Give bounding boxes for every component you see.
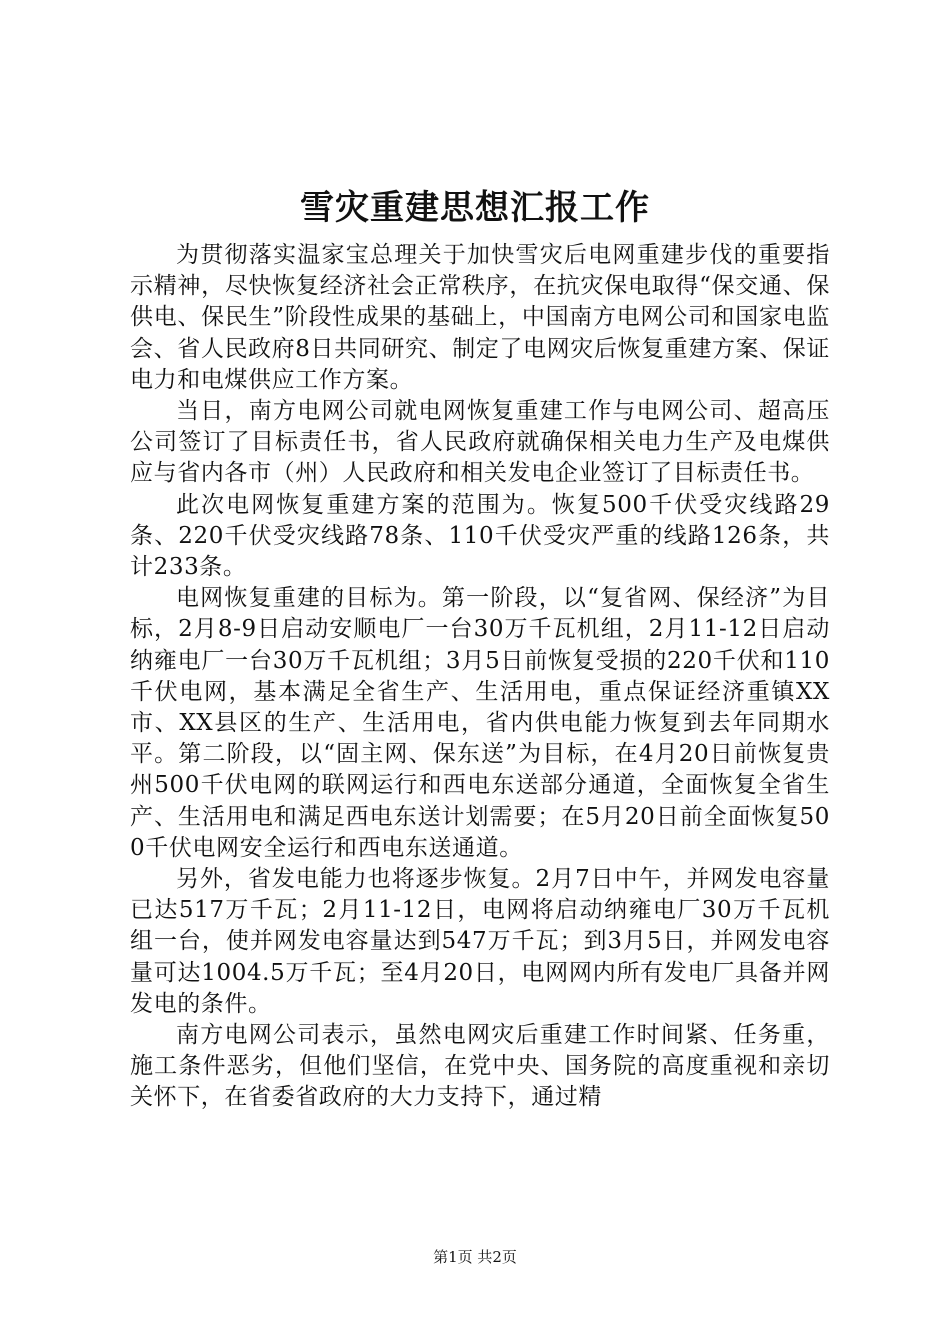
paragraph-4: 电网恢复重建的目标为。第一阶段，以“复省网、保经济”为目标，2月8-9日启动安顺电厂一台30万千瓦机组，2月11-12日启动纳雍电厂一台30万千瓦机组；3月5日前恢复受损的220千伏和110千伏电网，基本满足全省生产、生活用电，重点保证经济重镇XX市、XX县区的生产、生活用电，省内供电能力恢复到去年同期水平。第二阶段，以“固主网、保东送”为目标，在4月20日前恢复贵州500千伏电网的联网运行和西电东送部分通道，全面恢复全省生产、生活用电和满足西电东送计划需要；在5月20日前全面恢复500千伏电网安全运行和西电东送通道。 (130, 585, 830, 861)
paragraph-5: 另外，省发电能力也将逐步恢复。2月7日中午，并网发电容量已达517万千瓦；2月11-12日，电网将启动纳雍电厂30万千瓦机组一台，使并网发电容量达到547万千瓦；到3月5日，并网发电容量可达1004.5万千瓦；至4月20日，电网网内所有发电厂具备并网发电的条件。 (130, 866, 830, 1017)
document-body (130, 240, 830, 1114)
page-number-footer: 第1页 共2页 (433, 1248, 517, 1266)
paragraph-1: 为贯彻落实温家宝总理关于加快雪灾后电网重建步伐的重要指示精神，尽快恢复经济社会正常秩序，在抗灾保电取得“保交通、保供电、保民生”阶段性成果的基础上，中国南方电网公司和国家电监会、省人民政府8日共同研究、制定了电网灾后恢复重建方案、保证电力和电煤供应工作方案。 (130, 242, 830, 393)
paragraph-2: 当日，南方电网公司就电网恢复重建工作与电网公司、超高压公司签订了目标责任书，省人民政府就确保相关电力生产及电煤供应与省内各市（州）人民政府和相关发电企业签订了目标责任书。 (130, 398, 830, 487)
document-title: 雪灾重建思想汇报工作 (300, 188, 650, 228)
paragraph-3: 此次电网恢复重建方案的范围为。恢复500千伏受灾线路29条、220千伏受灾线路78条、110千伏受灾严重的线路126条，共计233条。 (130, 491, 830, 581)
paragraph-6: 南方电网公司表示，虽然电网灾后重建工作时间紧、任务重，施工条件恶劣，但他们坚信，在党中央、国务院的高度重视和亲切关怀下，在省委省政府的大力支持下，通过精 (130, 1022, 830, 1111)
